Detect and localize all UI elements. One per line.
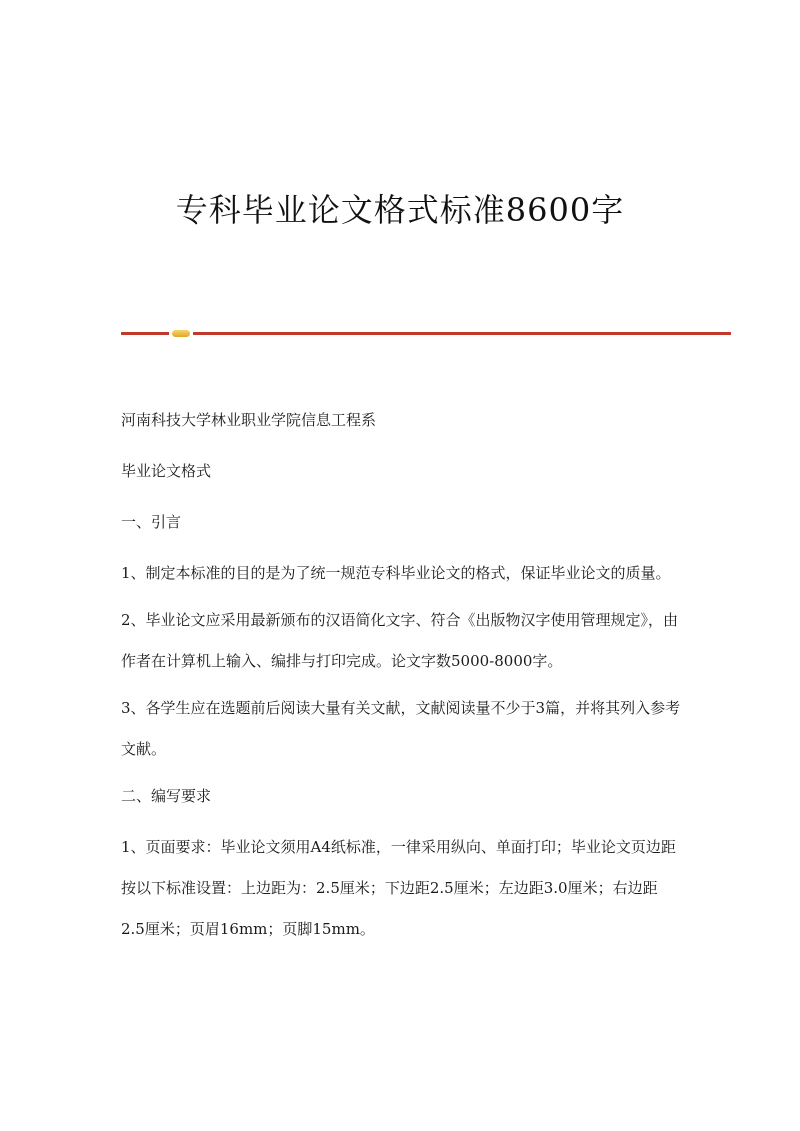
document-title: 专科毕业论文格式标准8600字: [175, 191, 625, 229]
paragraph: 1、页面要求：毕业论文须用A4纸标准，一律采用纵向、单面打印；毕业论文页边距按以下标准设置：上边距为：2.5厘米；下边距2.5厘米；左边距3.0厘米；右边距2.5厘米；页眉16mm；页脚15mm。: [121, 838, 676, 938]
paragraph: 2、毕业论文应采用最新颁布的汉语简化文字、符合《出版物汉字使用管理规定》，由作者在计算机上输入、编排与打印完成。论文字数5000-8000字。: [121, 611, 679, 670]
document-body: [121, 400, 681, 956]
section-heading: 一、引言: [121, 513, 182, 531]
divider-ornament-icon: [172, 330, 190, 337]
department-line: 河南科技大学林业职业学院信息工程系: [121, 411, 377, 429]
section-heading: 二、编写要求: [121, 787, 212, 805]
divider-line-right: [193, 332, 731, 335]
paragraph: 1、制定本标准的目的是为了统一规范专科毕业论文的格式，保证毕业论文的质量。: [121, 564, 671, 582]
title-divider: [121, 330, 731, 338]
paragraph: 3、各学生应在选题前后阅读大量有关文献，文献阅读量不少于3篇，并将其列入参考文献。: [121, 699, 681, 758]
section-heading: 毕业论文格式: [121, 462, 212, 480]
divider-line-left: [121, 332, 169, 335]
